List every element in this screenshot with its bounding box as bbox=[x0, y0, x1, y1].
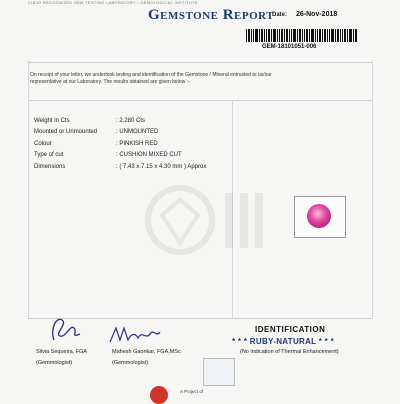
identification-result: * * * RUBY-NATURAL * * * bbox=[232, 337, 335, 346]
detail-row bbox=[34, 115, 206, 127]
detail-value: : PINKISH RED bbox=[116, 140, 158, 147]
divider bbox=[28, 100, 372, 101]
detail-value: : ( 7.43 x 7.15 x 4.30 mm ) Approx bbox=[116, 163, 207, 170]
detail-row bbox=[34, 161, 206, 173]
intro-text: On receipt of your letter, we undertook testing and identification of the Gemstone / Mineral entrusted to us/our representative at our Laboratory. The results obtained are given below :- bbox=[30, 72, 272, 85]
signatory-1-name: Silvia Sequeira, FGA bbox=[36, 349, 88, 355]
divider bbox=[28, 60, 29, 318]
detail-label: Colour bbox=[34, 140, 52, 147]
signature-2 bbox=[108, 322, 163, 348]
detail-value: : UNMOUNTED bbox=[116, 129, 159, 136]
detail-label: Type of cut bbox=[34, 152, 64, 159]
gemstone-photo bbox=[307, 204, 331, 228]
divider bbox=[372, 60, 373, 318]
report-date: 26-Nov-2018 bbox=[296, 11, 338, 18]
gem-photo-frame bbox=[294, 196, 346, 238]
hologram-seal bbox=[203, 358, 235, 386]
detail-label: Dimensions bbox=[34, 163, 66, 170]
barcode bbox=[246, 29, 358, 42]
signatory-1-role: (Gemmologist) bbox=[36, 360, 73, 366]
detail-label: Mounted or Unmounted bbox=[34, 129, 98, 136]
date-label: Date: bbox=[272, 12, 288, 18]
report-number: GEM-18101051-006 bbox=[262, 44, 317, 50]
identification-note: (No indication of Thermal Enhancement) bbox=[240, 349, 339, 355]
gem-details-table bbox=[34, 115, 206, 173]
detail-row bbox=[34, 138, 206, 150]
identification-heading: IDENTIFICATION bbox=[255, 325, 326, 334]
watermark-logo bbox=[140, 175, 290, 265]
signature-1 bbox=[40, 312, 85, 344]
detail-row bbox=[34, 150, 206, 162]
detail-value: : 2.280 Cts bbox=[116, 117, 146, 124]
divider bbox=[28, 62, 372, 63]
detail-label: Weight in Cts bbox=[34, 117, 70, 124]
signatory-2-role: (Gemmologist) bbox=[112, 360, 149, 366]
detail-value: : CUSHION MIXED CUT bbox=[116, 152, 182, 159]
detail-row bbox=[34, 127, 206, 139]
footer-logo-mark bbox=[150, 386, 168, 404]
signatory-2-name: Mahesh Gaonkar, FGA,MSc bbox=[112, 349, 181, 355]
project-of-label: A Project of bbox=[180, 389, 204, 394]
top-accreditation-strip: CIBJO RECOGNIZED GEM TESTING LABORATORY • GEMOLOGICAL INSTITUTE bbox=[28, 0, 198, 5]
report-title: Gemstone Report bbox=[148, 7, 275, 23]
